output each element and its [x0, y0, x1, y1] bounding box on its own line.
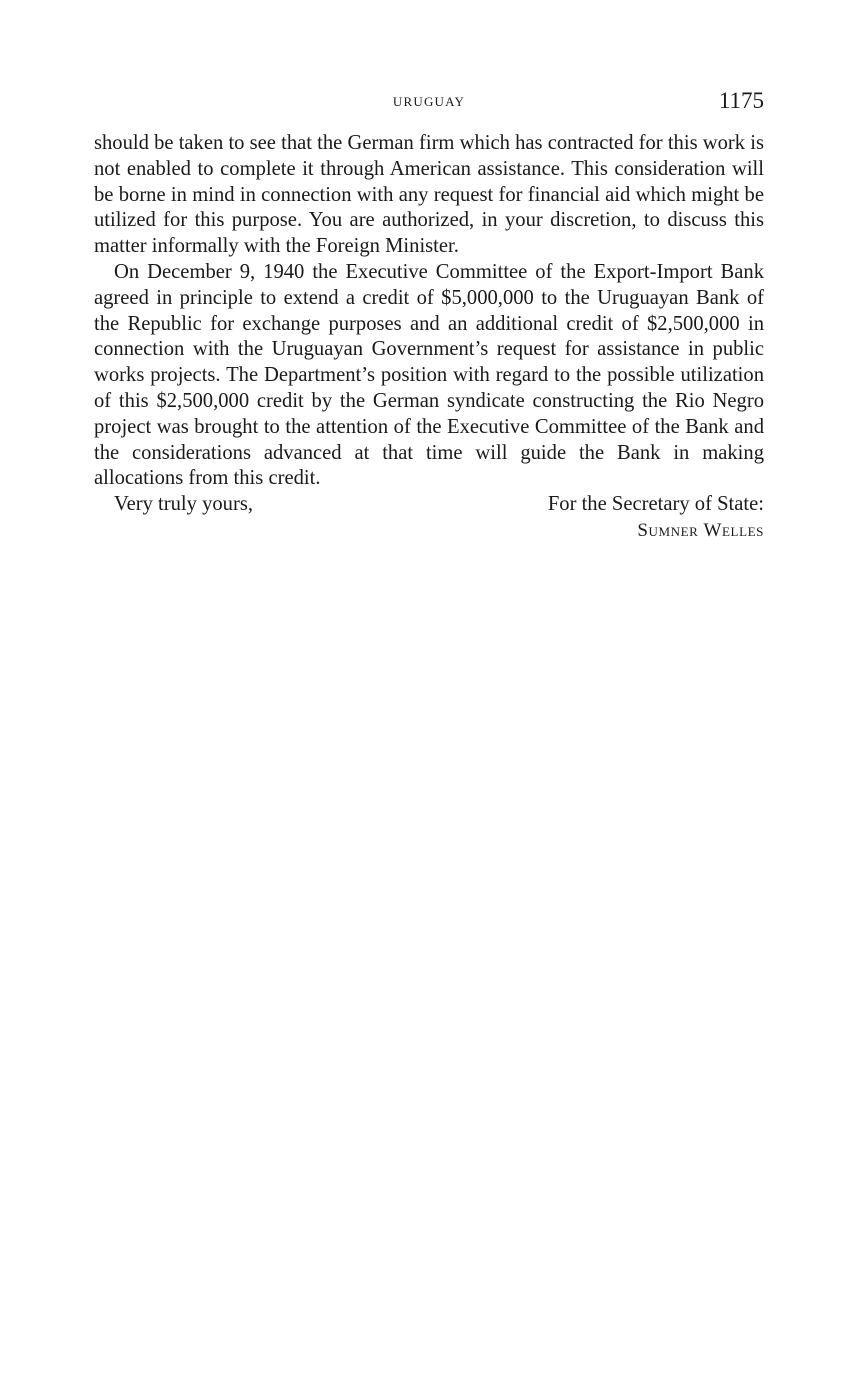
signature-attribution: For the Secretary of State: — [547, 493, 764, 516]
paragraph: should be taken to see that the German firm which has contracted for this work is not enabled to complete it through American assistance. This consideration will be borne in mind in connection with any request for financial aid which might be utilized for this purpose. You are authorized, in your discretion, to discuss this matter informally with the Foreign Minister. — [94, 132, 764, 258]
closing-line — [94, 492, 764, 518]
complimentary-close: Very truly yours, — [114, 493, 253, 516]
page-number: 1175 — [718, 88, 764, 113]
letter-body — [94, 131, 764, 544]
running-head: URUGUAY — [392, 94, 466, 109]
page-header — [94, 88, 764, 118]
paragraph: On December 9, 1940 the Executive Committee of the Export-Import Bank agreed in principle to extend a credit of $5,000,000 to the Uruguayan Bank of the Republic for exchange purposes and an additional credit of $2,500,000 in connection with the Uruguayan Government’s request for assistance in public works projects. The Department’s position with regard to the possible utilization of this $2,500,000 credit by the German syndicate constructing the Rio Negro project was brought to the attention of the Executive Committee of the Bank and the considerations advanced at that time will guide the Bank in making allocations from this credit. — [94, 260, 764, 490]
signature-name: Sumner Welles — [637, 520, 764, 542]
